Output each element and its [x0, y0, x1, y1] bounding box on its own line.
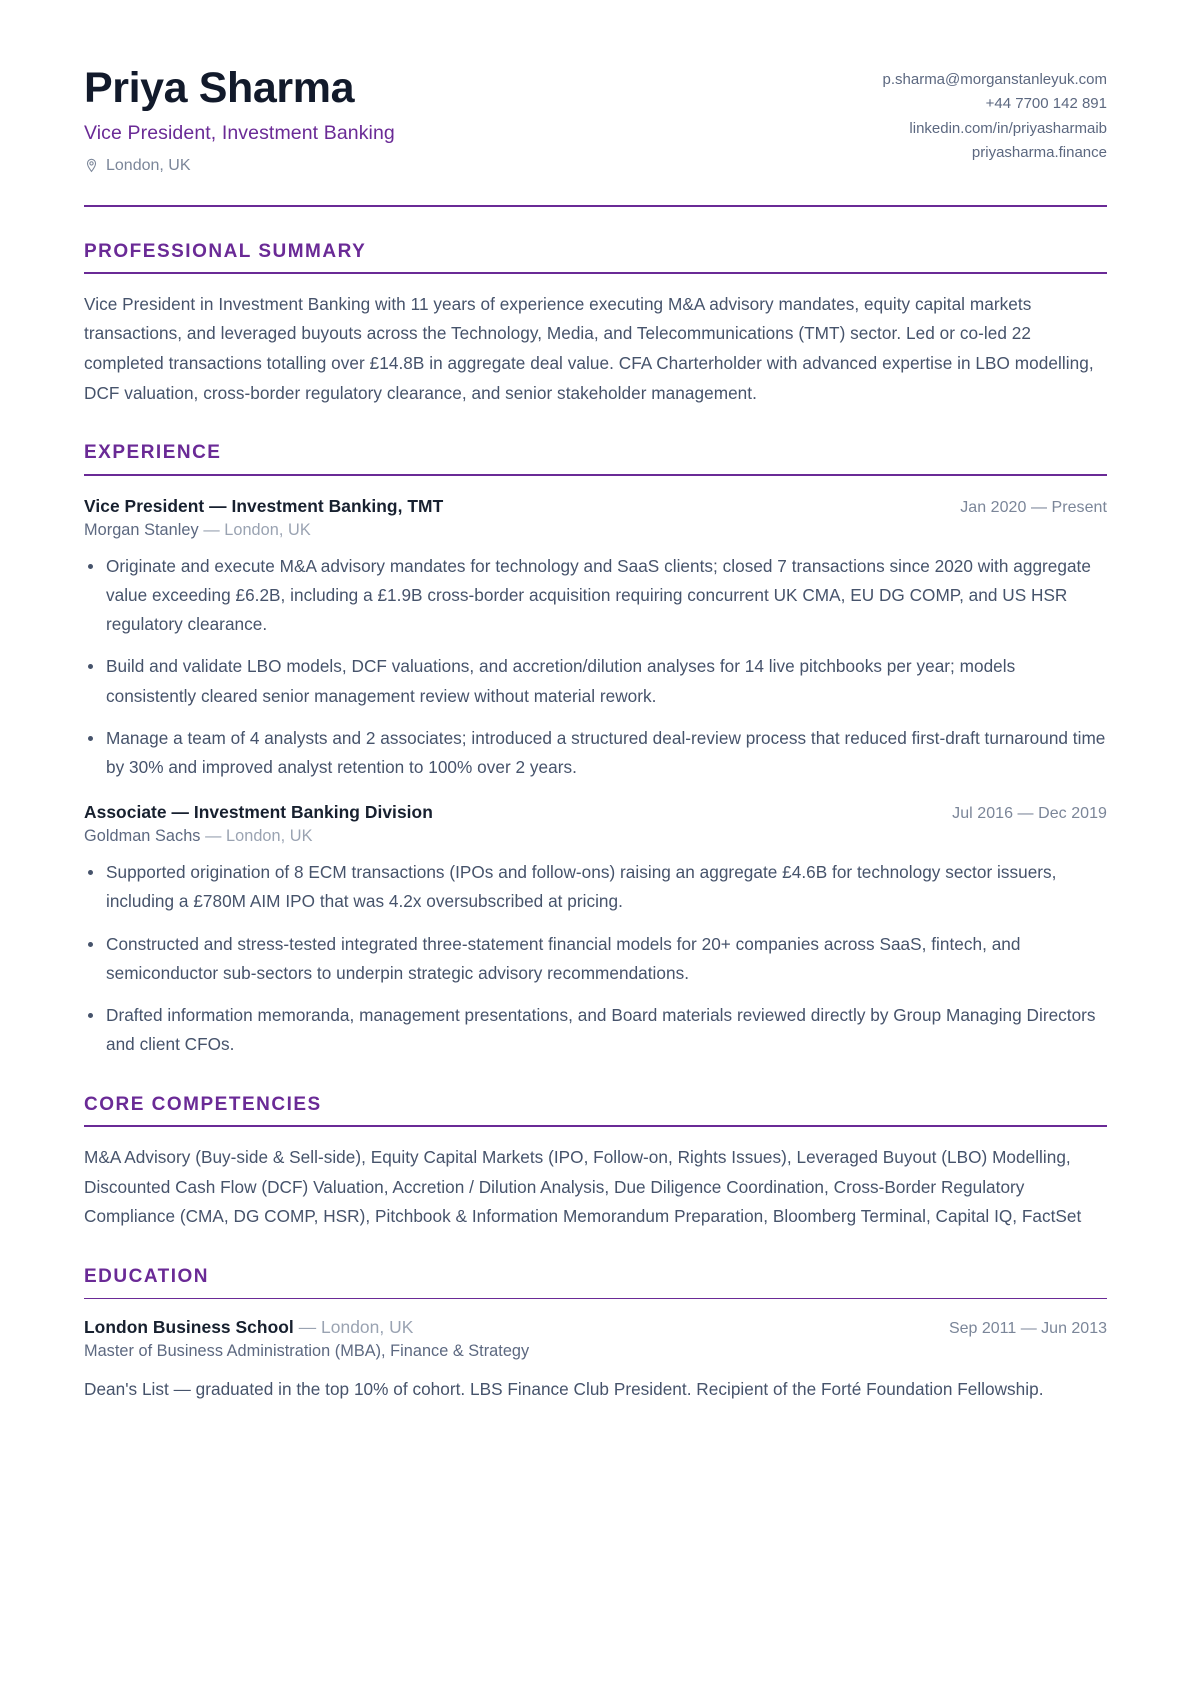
job-company-line: [84, 827, 1107, 846]
header-identity: [84, 62, 395, 175]
list-item: Manage a team of 4 analysts and 2 associates; introduced a structured deal-review process that reduced first-draft turnaround time by 30% and improved analyst retention to 100% over 2 years.: [84, 724, 1107, 782]
resume-header: [84, 62, 1107, 191]
education-separator: —: [298, 1317, 317, 1338]
job-bullet-list: [84, 552, 1107, 783]
section-title-summary: PROFESSIONAL SUMMARY: [84, 240, 367, 262]
job-dates: Jul 2016 — Dec 2019: [952, 805, 1107, 823]
location-text: London, UK: [106, 156, 191, 174]
job-separator: —: [203, 520, 220, 539]
job-company-line: [84, 521, 1107, 540]
job-location: London, UK: [224, 520, 311, 539]
list-item: Supported origination of 8 ECM transactions (IPOs and follow-ons) raising an aggregate £4.6B for technology sector issuers, including a £780M AIM IPO that was 4.2x oversubscribed at pricing.: [84, 858, 1107, 916]
experience-entry-header: [84, 496, 1107, 517]
section-divider: [84, 474, 1107, 476]
education-note: Dean's List — graduated in the top 10% of cohort. LBS Finance Club President. Recipient of the Forté Foundation Fellowship.: [84, 1379, 1044, 1400]
experience-entry-header: [84, 802, 1107, 823]
education-entry: [84, 1317, 1107, 1404]
list-item: Drafted information memoranda, management presentations, and Board materials reviewed directly by Group Managing Directors and client CFOs.: [84, 1001, 1107, 1059]
list-item: Build and validate LBO models, DCF valuations, and accretion/dilution analyses for 14 live pitchbooks per year; models consistently cleared senior management review without material rework.: [84, 652, 1107, 710]
competencies-text: M&A Advisory (Buy-side & Sell-side), Equity Capital Markets (IPO, Follow-on, Rights Issues), Leveraged Buyout (LBO) Modelling, Discounted Cash Flow (DCF) Valuation, Accretion / Dilution Analysis, Due Diligence Coordination, Cross-Border Regulatory Compliance (CMA, DG COMP, HSR), Pitchbook & Information Memorandum Preparation, Bloomberg Terminal, Capital IQ, FactSet: [84, 1147, 1082, 1227]
experience-entry: [84, 802, 1107, 1059]
experience-entry: [84, 496, 1107, 783]
education-entry-header: [84, 1317, 1107, 1338]
contact-block: [883, 62, 1108, 165]
map-pin-icon: [84, 158, 99, 173]
section-title-experience: EXPERIENCE: [84, 442, 222, 464]
section-divider: [84, 1125, 1107, 1127]
education-degree: Master of Business Administration (MBA), Finance & Strategy: [84, 1342, 530, 1361]
job-dates: Jan 2020 — Present: [960, 498, 1107, 516]
contact-linkedin[interactable]: linkedin.com/in/priyasharmaib: [909, 119, 1107, 137]
contact-email[interactable]: p.sharma@morganstanleyuk.com: [882, 71, 1107, 88]
section-divider: [84, 1298, 1107, 1300]
section-education: [84, 1266, 1107, 1405]
education-school: London Business School: [84, 1317, 294, 1338]
job-title: Associate — Investment Banking Division: [84, 802, 433, 823]
contact-website[interactable]: priyasharma.finance: [971, 143, 1107, 161]
education-school-line: [84, 1317, 413, 1338]
section-experience: [84, 442, 1107, 1059]
job-separator: —: [205, 827, 222, 846]
list-item: Originate and execute M&A advisory mandates for technology and SaaS clients; closed 7 transactions since 2020 with aggregate value exceeding £6.2B, including a £1.9B cross-border acquisition requiring concurrent UK CMA, EU DG COMP, and US HSR regulatory clearance.: [84, 552, 1107, 640]
section-title-competencies: CORE COMPETENCIES: [84, 1093, 322, 1115]
professional-headline: Vice President, Investment Banking: [84, 122, 395, 145]
summary-text: Vice President in Investment Banking with 11 years of experience executing M&A advisory mandates, equity capital markets transactions, and leveraged buyouts across the Technology, Media, and Telecommunications (TMT) sector. Led or co-led 22 completed transactions totalling over £14.8B in aggregate deal value. CFA Charterholder with advanced expertise in LBO modelling, DCF valuation, cross-border regulatory clearance, and senior stakeholder management.: [84, 293, 1094, 403]
section-professional-summary: [84, 241, 1107, 409]
header-divider: [84, 205, 1107, 207]
education-location: London, UK: [321, 1317, 414, 1338]
job-title: Vice President — Investment Banking, TMT: [84, 495, 444, 516]
list-item: Constructed and stress-tested integrated three-statement financial models for 20+ companies across SaaS, fintech, and semiconductor sub-sectors to underpin strategic advisory recommendations.: [84, 930, 1107, 988]
section-divider: [84, 272, 1107, 274]
page-title: Priya Sharma: [84, 64, 355, 112]
job-location: London, UK: [226, 827, 313, 846]
job-bullet-list: [84, 858, 1107, 1059]
contact-phone[interactable]: +44 7700 142 891: [985, 95, 1107, 113]
education-dates: Sep 2011 — Jun 2013: [948, 1320, 1107, 1338]
section-title-education: EDUCATION: [84, 1265, 210, 1287]
job-company: Goldman Sachs: [84, 827, 201, 846]
section-core-competencies: [84, 1094, 1107, 1232]
job-company: Morgan Stanley: [84, 520, 199, 539]
location-row: [84, 157, 395, 175]
